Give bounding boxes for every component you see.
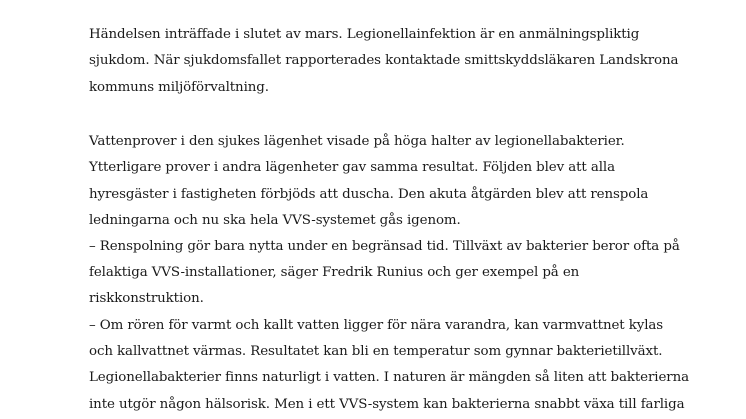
paragraph-1-line-2: sjukdom. När sjukdomsfallet rapporterades kontaktade smittskyddsläkaren Landskrona [89,53,679,68]
paragraph-1-line-3: kommuns miljöförvaltning. [89,80,269,95]
paragraph-2-line-6: felaktiga VVS-installationer, säger Fredrik Runius och ger exempel på en [89,265,580,280]
paragraph-2-line-7: riskkonstruktion. [89,291,204,306]
paragraph-2-line-1: Vattenprover i den sjukes lägenhet visade på höga halter av legionellabakterier. [89,134,625,149]
paragraph-2-line-4: ledningarna och nu ska hela VVS-systemet gås igenom. [89,213,461,228]
paragraph-2-line-8: – Om rören för varmt och kallt vatten ligger för nära varandra, kan varmvattnet kylas [89,318,664,333]
paragraph-2-line-2: Ytterligare prover i andra lägenheter gav samma resultat. Följden blev att alla [89,160,615,175]
paragraph-1-line-1: Händelsen inträffade i slutet av mars. Legionellainfektion är en anmälningspliktig [89,27,640,42]
paragraph-2-line-5: – Renspolning gör bara nytta under en begränsad tid. Tillväxt av bakterier beror ofta på [89,239,680,254]
paragraph-2-line-3: hyresgäster i fastigheten förbjöds att duscha. Den akuta åtgärden blev att renspola [89,187,649,202]
paragraph-2-line-10: Legionellabakterier finns naturligt i vatten. I naturen är mängden så liten att bakterierna [89,370,690,385]
paragraph-2-line-11: inte utgör någon hälsorisk. Men i ett VVS-system kan bakterierna snabbt växa till farliga [89,397,685,412]
paragraph-2-line-9: och kallvattnet värmas. Resultatet kan bli en temperatur som gynnar bakterietillväxt. [89,344,663,359]
